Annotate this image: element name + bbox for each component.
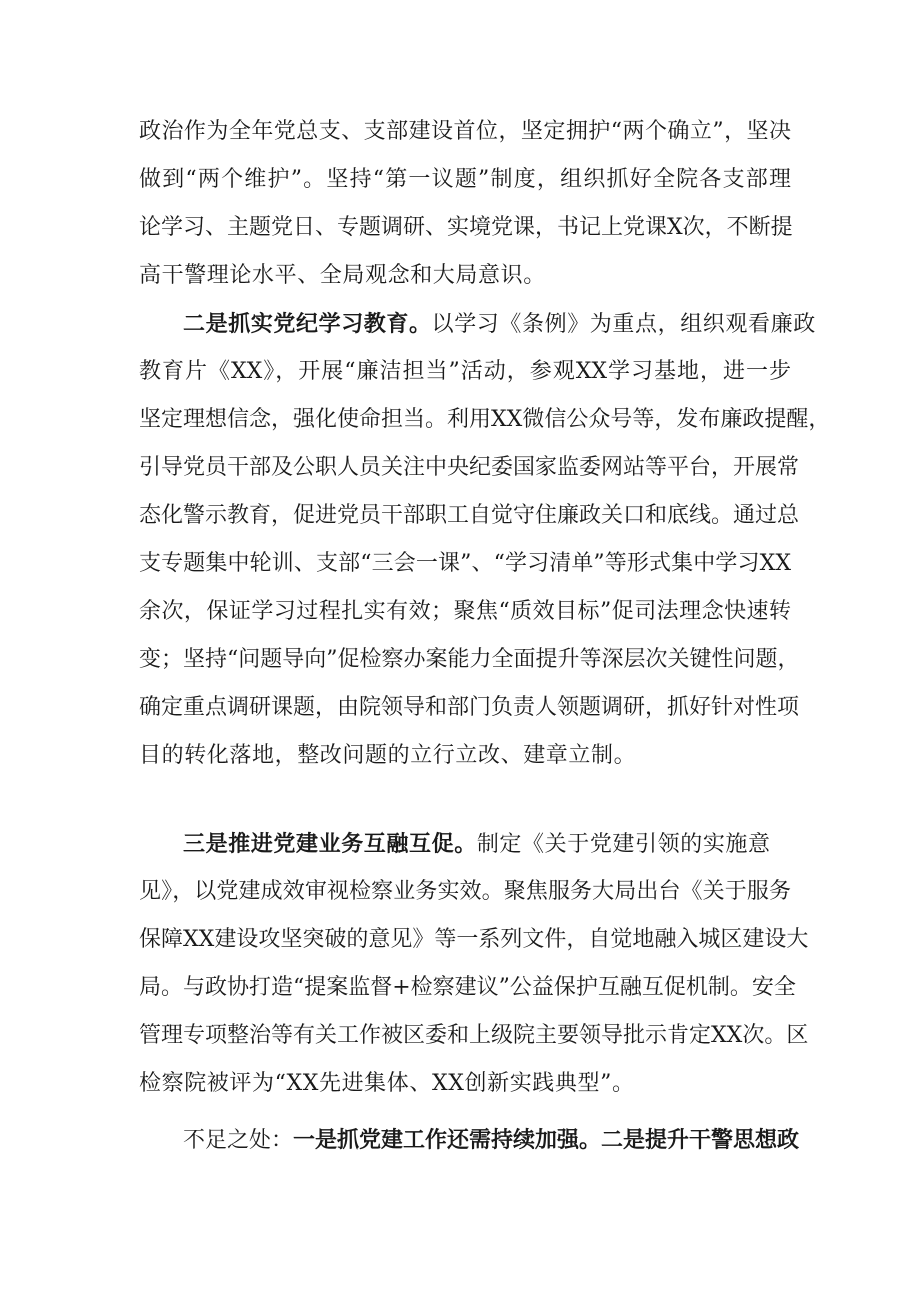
section-heading: 三是推进党建业务互融互促。 (183, 831, 477, 857)
text-line: 目的转化落地，整改问题的立行立改、建章立制。 (139, 743, 637, 768)
text-line: 管理专项整治等有关工作被区委和上级院主要领导批示肯定XX次。区 (139, 1023, 809, 1048)
text-line: 论学习、主题党日、专题调研、实境党课，书记上党课X次，不断提 (139, 215, 793, 240)
text-line: 见》，以党建成效审视检察业务实效。聚焦服务大局出台《关于服务 (139, 879, 791, 904)
text-span: 不足之处： (183, 1128, 294, 1153)
text-line: 高干警理论水平、全局观念和大局意识。 (139, 263, 546, 288)
text-line: 政治作为全年党总支、支部建设首位，坚定拥护“两个确立”，坚决 (139, 119, 791, 144)
bold-text: 一是抓党建工作还需持续加强。二是提升干警思想政 (293, 1127, 800, 1153)
text-line: 坚定理想信念，强化使命担当。利用XX微信公众号等，发布廉政提醒， (139, 407, 831, 432)
text-line: 教育片《XX》，开展“廉洁担当”活动，参观XX学习基地，进一步 (139, 359, 791, 384)
text-line: 检察院被评为“XX先进集体、XX创新实践典型”。 (139, 1071, 635, 1096)
text-line: 态化警示教育，促进党员干部职工自觉守住廉政关口和底线。通过总 (139, 503, 800, 528)
text-span: 制定《关于党建引领的实施意 (476, 832, 771, 857)
paragraph-first-line (183, 1125, 800, 1156)
paragraph-first-line (183, 309, 816, 340)
text-line: 余次，保证学习过程扎实有效；聚焦“质效目标”促司法理念快速转 (139, 599, 791, 624)
text-line: 变；坚持“问题导向”促检察办案能力全面提升等深层次关键性问题， (139, 647, 800, 672)
text-span: 以学习《条例》为重点，组织观看廉政 (431, 312, 816, 337)
text-line: 确定重点调研课题，由院领导和部门负责人领题调研，抓好针对性项 (139, 695, 800, 720)
text-line: 做到“两个维护”。坚持“第一议题”制度，组织抓好全院各支部理 (139, 167, 791, 192)
text-line: 引导党员干部及公职人员关注中央纪委国家监委网站等平台，开展常 (139, 455, 800, 480)
text-line: 支专题集中轮训、支部“三会一课”、“学习清单”等形式集中学习XX (139, 551, 791, 576)
text-line: 保障XX建设攻坚突破的意见》等一系列文件，自觉地融入城区建设大 (139, 927, 809, 952)
paragraph-first-line (183, 829, 771, 860)
text-line: 局。与政协打造“提案监督+检察建议”公益保护互融互促机制。安全 (139, 975, 796, 1000)
section-heading: 二是抓实党纪学习教育。 (183, 311, 432, 337)
